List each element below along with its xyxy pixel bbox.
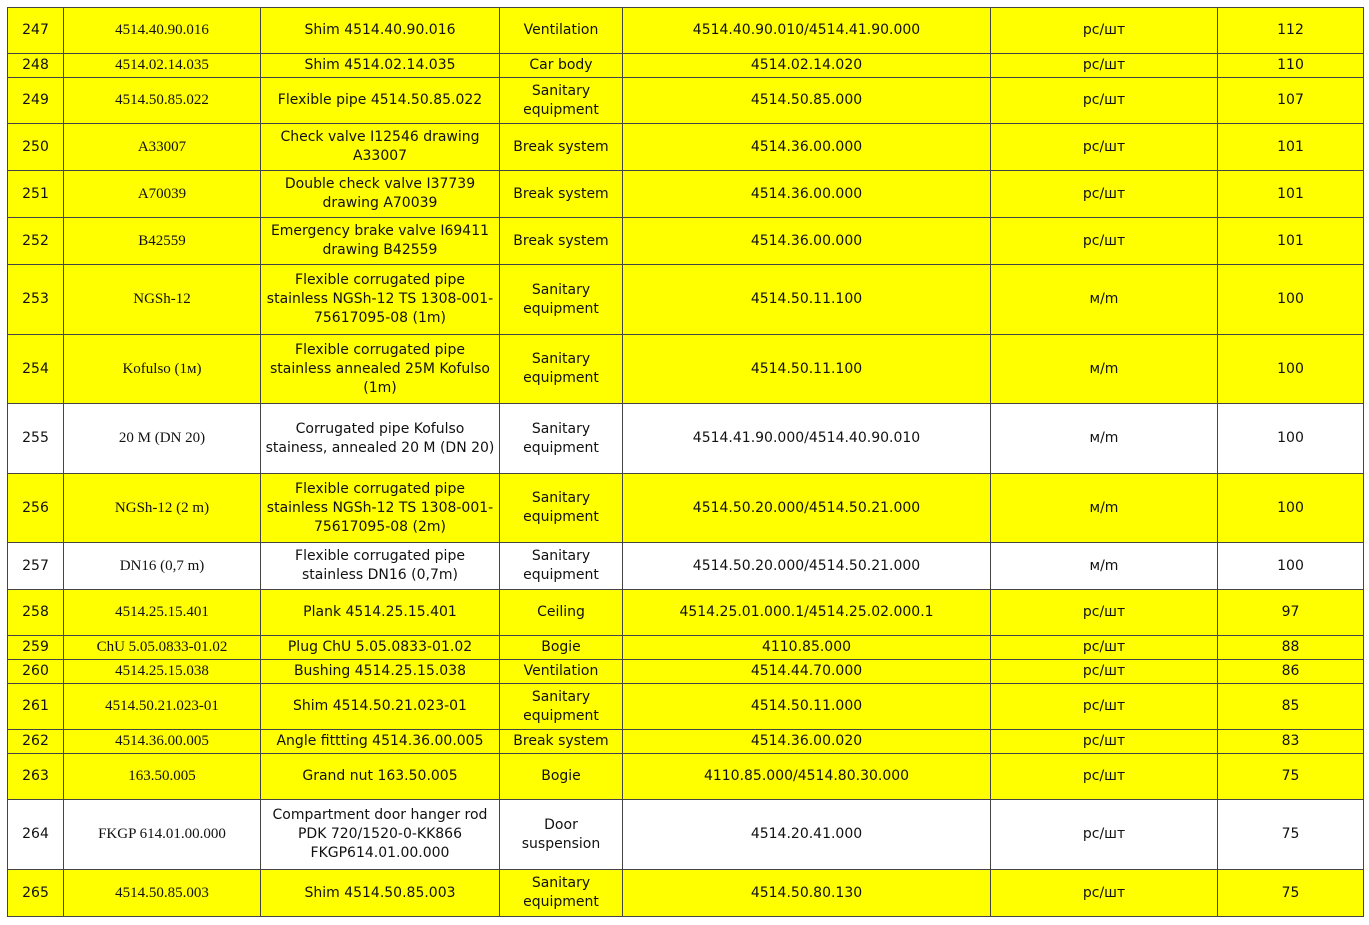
system-cell: Bogie — [500, 754, 623, 800]
unit-cell: pc/шт — [991, 54, 1218, 78]
part-name-cell: Grand nut 163.50.005 — [261, 754, 500, 800]
assembly-cell: 4514.36.00.000 — [623, 218, 991, 265]
row-number-cell: 247 — [8, 8, 64, 54]
system-cell: Break system — [500, 124, 623, 171]
assembly-cell: 4514.50.11.100 — [623, 335, 991, 404]
assembly-cell: 4514.25.01.000.1/4514.25.02.000.1 — [623, 590, 991, 636]
row-number-cell: 249 — [8, 78, 64, 124]
part-code-cell: 4514.50.85.003 — [64, 870, 261, 917]
system-cell: Sanitary equipment — [500, 474, 623, 543]
part-name-cell: Shim 4514.50.85.003 — [261, 870, 500, 917]
part-code-cell: 4514.40.90.016 — [64, 8, 261, 54]
quantity-cell: 83 — [1218, 730, 1364, 754]
part-code-cell: 4514.25.15.038 — [64, 660, 261, 684]
assembly-cell: 4514.50.11.100 — [623, 265, 991, 335]
table-row — [8, 660, 1364, 684]
row-number-cell: 258 — [8, 590, 64, 636]
unit-cell: м/m — [991, 543, 1218, 590]
system-cell: Car body — [500, 54, 623, 78]
assembly-cell: 4514.50.80.130 — [623, 870, 991, 917]
quantity-cell: 101 — [1218, 218, 1364, 265]
part-name-cell: Shim 4514.02.14.035 — [261, 54, 500, 78]
row-number-cell: 261 — [8, 684, 64, 730]
row-number-cell: 253 — [8, 265, 64, 335]
system-cell: Sanitary equipment — [500, 404, 623, 474]
quantity-cell: 100 — [1218, 543, 1364, 590]
part-code-cell: 4514.50.21.023-01 — [64, 684, 261, 730]
unit-cell: pc/шт — [991, 124, 1218, 171]
quantity-cell: 75 — [1218, 754, 1364, 800]
assembly-cell: 4514.50.20.000/4514.50.21.000 — [623, 543, 991, 590]
unit-cell: pc/шт — [991, 800, 1218, 870]
row-number-cell: 265 — [8, 870, 64, 917]
part-name-cell: Plug ChU 5.05.0833-01.02 — [261, 636, 500, 660]
unit-cell: pc/шт — [991, 590, 1218, 636]
part-name-cell: Compartment door hanger rod PDK 720/1520-0-KK866 FKGP614.01.00.000 — [261, 800, 500, 870]
quantity-cell: 75 — [1218, 870, 1364, 917]
quantity-cell: 101 — [1218, 124, 1364, 171]
quantity-cell: 86 — [1218, 660, 1364, 684]
assembly-cell: 4514.02.14.020 — [623, 54, 991, 78]
system-cell: Sanitary equipment — [500, 870, 623, 917]
part-code-cell: 20 M (DN 20) — [64, 404, 261, 474]
quantity-cell: 100 — [1218, 335, 1364, 404]
unit-cell: pc/шт — [991, 8, 1218, 54]
system-cell: Break system — [500, 171, 623, 218]
system-cell: Sanitary equipment — [500, 78, 623, 124]
assembly-cell: 4514.50.11.000 — [623, 684, 991, 730]
part-name-cell: Flexible corrugated pipe stainless NGSh-12 TS 1308-001-75617095-08 (2m) — [261, 474, 500, 543]
part-code-cell: 4514.25.15.401 — [64, 590, 261, 636]
unit-cell: м/m — [991, 404, 1218, 474]
unit-cell: pc/шт — [991, 730, 1218, 754]
assembly-cell: 4514.20.41.000 — [623, 800, 991, 870]
part-code-cell: Kofulso (1м) — [64, 335, 261, 404]
quantity-cell: 75 — [1218, 800, 1364, 870]
part-code-cell: DN16 (0,7 m) — [64, 543, 261, 590]
table-row — [8, 474, 1364, 543]
row-number-cell: 252 — [8, 218, 64, 265]
table-row — [8, 730, 1364, 754]
system-cell: Door suspension — [500, 800, 623, 870]
parts-table — [7, 7, 1364, 917]
table-row — [8, 171, 1364, 218]
assembly-cell: 4514.36.00.000 — [623, 124, 991, 171]
part-name-cell: Double check valve I37739 drawing A70039 — [261, 171, 500, 218]
part-name-cell: Corrugated pipe Kofulso stainess, annealed 20 M (DN 20) — [261, 404, 500, 474]
table-row — [8, 684, 1364, 730]
assembly-cell: 4514.40.90.010/4514.41.90.000 — [623, 8, 991, 54]
system-cell: Break system — [500, 730, 623, 754]
assembly-cell: 4514.50.85.000 — [623, 78, 991, 124]
table-row — [8, 78, 1364, 124]
system-cell: Sanitary equipment — [500, 265, 623, 335]
table-row — [8, 404, 1364, 474]
part-name-cell: Flexible corrugated pipe stainless annealed 25M Kofulso (1m) — [261, 335, 500, 404]
table-row — [8, 8, 1364, 54]
table-row — [8, 124, 1364, 171]
assembly-cell: 4110.85.000/4514.80.30.000 — [623, 754, 991, 800]
assembly-cell: 4110.85.000 — [623, 636, 991, 660]
row-number-cell: 264 — [8, 800, 64, 870]
row-number-cell: 256 — [8, 474, 64, 543]
table-row — [8, 543, 1364, 590]
quantity-cell: 100 — [1218, 404, 1364, 474]
system-cell: Ventilation — [500, 660, 623, 684]
quantity-cell: 107 — [1218, 78, 1364, 124]
row-number-cell: 250 — [8, 124, 64, 171]
unit-cell: м/m — [991, 474, 1218, 543]
part-code-cell: A70039 — [64, 171, 261, 218]
part-code-cell: 4514.02.14.035 — [64, 54, 261, 78]
system-cell: Sanitary equipment — [500, 335, 623, 404]
system-cell: Ventilation — [500, 8, 623, 54]
unit-cell: pc/шт — [991, 78, 1218, 124]
row-number-cell: 259 — [8, 636, 64, 660]
assembly-cell: 4514.44.70.000 — [623, 660, 991, 684]
parts-table-body — [8, 8, 1364, 917]
table-row — [8, 335, 1364, 404]
table-row — [8, 870, 1364, 917]
unit-cell: pc/шт — [991, 870, 1218, 917]
unit-cell: pc/шт — [991, 171, 1218, 218]
quantity-cell: 88 — [1218, 636, 1364, 660]
part-name-cell: Bushing 4514.25.15.038 — [261, 660, 500, 684]
row-number-cell: 254 — [8, 335, 64, 404]
quantity-cell: 85 — [1218, 684, 1364, 730]
part-name-cell: Angle fittting 4514.36.00.005 — [261, 730, 500, 754]
part-code-cell: B42559 — [64, 218, 261, 265]
system-cell: Ceiling — [500, 590, 623, 636]
row-number-cell: 255 — [8, 404, 64, 474]
unit-cell: м/m — [991, 335, 1218, 404]
table-row — [8, 590, 1364, 636]
part-code-cell: 4514.36.00.005 — [64, 730, 261, 754]
quantity-cell: 100 — [1218, 265, 1364, 335]
table-row — [8, 636, 1364, 660]
unit-cell: pc/шт — [991, 684, 1218, 730]
part-name-cell: Flexible corrugated pipe stainless DN16 (0,7m) — [261, 543, 500, 590]
table-row — [8, 265, 1364, 335]
part-code-cell: ChU 5.05.0833-01.02 — [64, 636, 261, 660]
unit-cell: pc/шт — [991, 218, 1218, 265]
system-cell: Sanitary equipment — [500, 543, 623, 590]
part-code-cell: FKGP 614.01.00.000 — [64, 800, 261, 870]
part-code-cell: A33007 — [64, 124, 261, 171]
system-cell: Bogie — [500, 636, 623, 660]
unit-cell: pc/шт — [991, 754, 1218, 800]
table-row — [8, 54, 1364, 78]
row-number-cell: 251 — [8, 171, 64, 218]
quantity-cell: 112 — [1218, 8, 1364, 54]
unit-cell: м/m — [991, 265, 1218, 335]
assembly-cell: 4514.41.90.000/4514.40.90.010 — [623, 404, 991, 474]
part-name-cell: Shim 4514.40.90.016 — [261, 8, 500, 54]
row-number-cell: 260 — [8, 660, 64, 684]
part-code-cell: NGSh-12 — [64, 265, 261, 335]
part-name-cell: Emergency brake valve I69411 drawing B42559 — [261, 218, 500, 265]
assembly-cell: 4514.36.00.000 — [623, 171, 991, 218]
system-cell: Break system — [500, 218, 623, 265]
quantity-cell: 100 — [1218, 474, 1364, 543]
system-cell: Sanitary equipment — [500, 684, 623, 730]
row-number-cell: 262 — [8, 730, 64, 754]
part-name-cell: Plank 4514.25.15.401 — [261, 590, 500, 636]
quantity-cell: 101 — [1218, 171, 1364, 218]
assembly-cell: 4514.50.20.000/4514.50.21.000 — [623, 474, 991, 543]
part-code-cell: 163.50.005 — [64, 754, 261, 800]
table-row — [8, 800, 1364, 870]
table-row — [8, 754, 1364, 800]
part-code-cell: 4514.50.85.022 — [64, 78, 261, 124]
part-name-cell: Flexible pipe 4514.50.85.022 — [261, 78, 500, 124]
row-number-cell: 257 — [8, 543, 64, 590]
unit-cell: pc/шт — [991, 660, 1218, 684]
part-code-cell: NGSh-12 (2 m) — [64, 474, 261, 543]
table-row — [8, 218, 1364, 265]
quantity-cell: 110 — [1218, 54, 1364, 78]
assembly-cell: 4514.36.00.020 — [623, 730, 991, 754]
row-number-cell: 248 — [8, 54, 64, 78]
part-name-cell: Shim 4514.50.21.023-01 — [261, 684, 500, 730]
row-number-cell: 263 — [8, 754, 64, 800]
part-name-cell: Check valve I12546 drawing A33007 — [261, 124, 500, 171]
part-name-cell: Flexible corrugated pipe stainless NGSh-12 TS 1308-001-75617095-08 (1m) — [261, 265, 500, 335]
quantity-cell: 97 — [1218, 590, 1364, 636]
unit-cell: pc/шт — [991, 636, 1218, 660]
